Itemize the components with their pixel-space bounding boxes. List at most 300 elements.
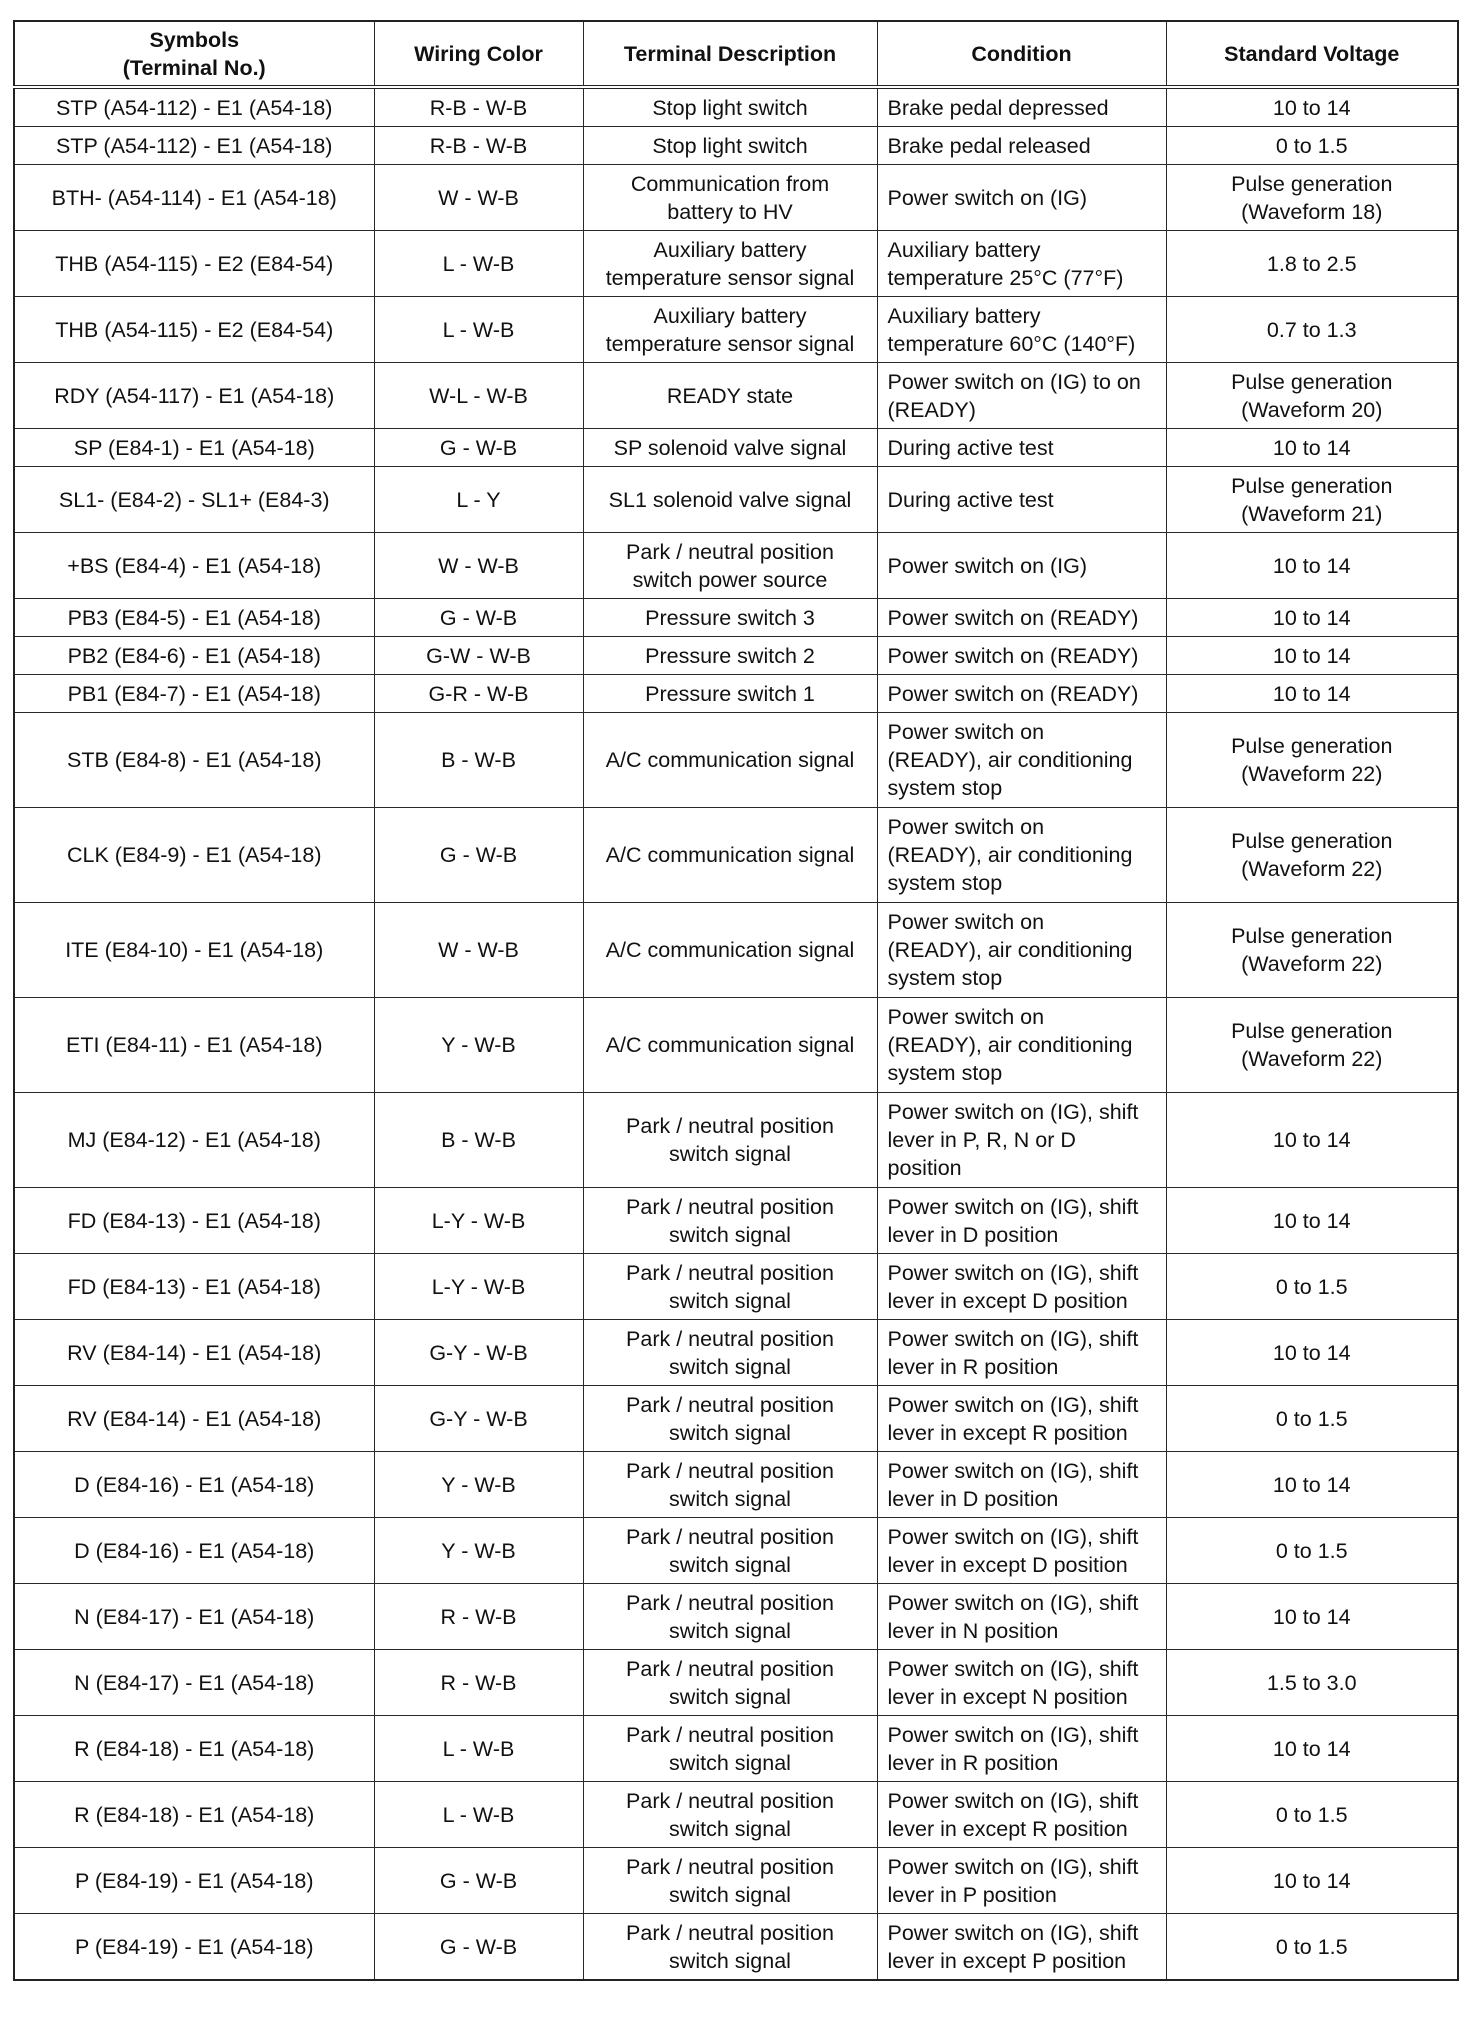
cell-condition xyxy=(877,675,1166,713)
cell-terminal-description xyxy=(583,1254,877,1320)
cell-terminal-description-text: SP solenoid valve signal xyxy=(613,435,847,460)
cell-standard-voltage xyxy=(1166,1254,1458,1320)
cell-condition-text: Power switch on (READY) xyxy=(887,605,1139,630)
cell-condition-text: Power switch on (READY), air conditioning system stop xyxy=(887,720,1133,800)
cell-symbols xyxy=(14,675,374,713)
cell-wiring-color-text: G - W-B xyxy=(439,435,518,460)
cell-wiring-color-text: Y - W-B xyxy=(441,1538,516,1563)
cell-terminal-description-text: Park / neutral position switch signal xyxy=(626,1392,834,1445)
cell-condition xyxy=(877,533,1166,599)
cell-symbols-text: CLK (E84-9) - E1 (A54-18) xyxy=(66,843,322,867)
cell-standard-voltage-text: 10 to 14 xyxy=(1272,1128,1351,1152)
cell-terminal-description xyxy=(583,467,877,533)
cell-standard-voltage xyxy=(1166,1716,1458,1782)
cell-wiring-color-text: Y - W-B xyxy=(441,1033,516,1057)
cell-condition-text: Power switch on (IG), shift lever in D position xyxy=(887,1194,1139,1247)
cell-wiring-color xyxy=(374,467,583,533)
cell-standard-voltage xyxy=(1166,429,1458,467)
cell-wiring-color-text: G-Y - W-B xyxy=(429,1406,528,1431)
cell-standard-voltage xyxy=(1166,87,1458,127)
cell-standard-voltage xyxy=(1166,363,1458,429)
cell-symbols-text: THB (A54-115) - E2 (E84-54) xyxy=(55,251,334,276)
table-row xyxy=(14,998,1458,1093)
cell-terminal-description-text: Park / neutral position switch signal xyxy=(626,1194,834,1247)
table-header-row xyxy=(14,21,1458,87)
cell-condition-text: Power switch on (IG), shift lever in P position xyxy=(887,1854,1139,1907)
cell-terminal-description xyxy=(583,1584,877,1650)
cell-wiring-color-text: L-Y - W-B xyxy=(431,1274,526,1299)
cell-wiring-color-text: B - W-B xyxy=(441,1128,516,1152)
cell-wiring-color-text: G-R - W-B xyxy=(428,681,529,706)
cell-condition-text: Brake pedal released xyxy=(887,133,1091,158)
cell-terminal-description-text: READY state xyxy=(666,383,794,408)
cell-standard-voltage-text: Pulse generation (Waveform 18) xyxy=(1231,171,1393,224)
cell-condition-text: Power switch on (IG), shift lever in D position xyxy=(887,1458,1139,1511)
cell-wiring-color xyxy=(374,637,583,675)
cell-symbols-text: RDY (A54-117) - E1 (A54-18) xyxy=(54,383,335,408)
cell-condition xyxy=(877,429,1166,467)
cell-condition xyxy=(877,599,1166,637)
cell-symbols-text: PB1 (E84-7) - E1 (A54-18) xyxy=(67,681,321,706)
cell-condition-text: Power switch on (IG), shift lever in except N position xyxy=(887,1656,1139,1709)
cell-symbols xyxy=(14,1650,374,1716)
cell-symbols xyxy=(14,1452,374,1518)
table-row xyxy=(14,637,1458,675)
table-row xyxy=(14,1386,1458,1452)
cell-symbols xyxy=(14,297,374,363)
cell-standard-voltage-text: 0.7 to 1.3 xyxy=(1266,317,1357,342)
table-row xyxy=(14,533,1458,599)
table-row xyxy=(14,713,1458,808)
cell-wiring-color xyxy=(374,1254,583,1320)
cell-condition xyxy=(877,363,1166,429)
cell-condition-text: Power switch on (IG), shift lever in P, R, N or D position xyxy=(887,1100,1139,1180)
cell-standard-voltage-text: Pulse generation (Waveform 22) xyxy=(1231,924,1393,976)
cell-wiring-color xyxy=(374,1914,583,1981)
cell-symbols xyxy=(14,165,374,231)
cell-terminal-description-text: Park / neutral position switch signal xyxy=(626,1458,834,1511)
cell-wiring-color xyxy=(374,1716,583,1782)
cell-wiring-color xyxy=(374,429,583,467)
cell-symbols xyxy=(14,1188,374,1254)
cell-standard-voltage xyxy=(1166,127,1458,165)
cell-terminal-description xyxy=(583,1782,877,1848)
cell-wiring-color-text: R-B - W-B xyxy=(429,133,528,158)
cell-wiring-color xyxy=(374,1386,583,1452)
cell-terminal-description xyxy=(583,903,877,998)
cell-terminal-description xyxy=(583,1518,877,1584)
cell-symbols-text: THB (A54-115) - E2 (E84-54) xyxy=(55,317,334,342)
cell-condition-text: Brake pedal depressed xyxy=(887,95,1109,120)
cell-condition-text: Power switch on (READY) xyxy=(887,681,1139,706)
table-row xyxy=(14,808,1458,903)
cell-symbols xyxy=(14,1782,374,1848)
cell-terminal-description xyxy=(583,1452,877,1518)
cell-standard-voltage xyxy=(1166,1320,1458,1386)
cell-standard-voltage xyxy=(1166,808,1458,903)
cell-standard-voltage xyxy=(1166,533,1458,599)
cell-condition-text: Power switch on (READY) xyxy=(887,643,1139,668)
cell-wiring-color xyxy=(374,1782,583,1848)
cell-symbols xyxy=(14,637,374,675)
table-row xyxy=(14,165,1458,231)
cell-terminal-description-text: Stop light switch xyxy=(652,95,808,120)
cell-symbols xyxy=(14,1518,374,1584)
cell-wiring-color-text: B - W-B xyxy=(441,748,516,772)
cell-standard-voltage-text: 10 to 14 xyxy=(1272,435,1351,460)
cell-wiring-color-text: L - W-B xyxy=(442,1736,515,1761)
cell-standard-voltage xyxy=(1166,675,1458,713)
cell-condition xyxy=(877,713,1166,808)
cell-standard-voltage-text: 10 to 14 xyxy=(1272,1868,1351,1893)
cell-wiring-color xyxy=(374,1584,583,1650)
table-row xyxy=(14,127,1458,165)
cell-condition xyxy=(877,87,1166,127)
cell-condition-text: Power switch on (IG), shift lever in except R position xyxy=(887,1392,1139,1445)
cell-standard-voltage-text: Pulse generation (Waveform 22) xyxy=(1231,734,1393,786)
cell-standard-voltage-text: 0 to 1.5 xyxy=(1275,1538,1348,1563)
cell-standard-voltage xyxy=(1166,1188,1458,1254)
cell-condition xyxy=(877,1716,1166,1782)
cell-terminal-description-text: Pressure switch 2 xyxy=(645,643,815,668)
cell-wiring-color-text: G - W-B xyxy=(439,1934,518,1959)
cell-terminal-description-text: Auxiliary battery temperature sensor signal xyxy=(605,237,855,290)
cell-terminal-description xyxy=(583,1320,877,1386)
cell-terminal-description-text: Park / neutral position switch signal xyxy=(626,1590,834,1643)
cell-symbols-text: ETI (E84-11) - E1 (A54-18) xyxy=(66,1033,323,1057)
cell-standard-voltage xyxy=(1166,637,1458,675)
cell-wiring-color xyxy=(374,363,583,429)
cell-symbols xyxy=(14,87,374,127)
cell-standard-voltage xyxy=(1166,1914,1458,1981)
table-row xyxy=(14,1452,1458,1518)
cell-symbols-text: PB3 (E84-5) - E1 (A54-18) xyxy=(67,605,321,630)
cell-standard-voltage-text: 0 to 1.5 xyxy=(1275,1934,1348,1959)
cell-terminal-description xyxy=(583,231,877,297)
cell-standard-voltage-text: 10 to 14 xyxy=(1272,95,1351,120)
cell-symbols xyxy=(14,1093,374,1188)
cell-symbols-text: BTH- (A54-114) - E1 (A54-18) xyxy=(51,185,337,210)
cell-wiring-color xyxy=(374,127,583,165)
cell-symbols xyxy=(14,363,374,429)
cell-condition xyxy=(877,1650,1166,1716)
cell-standard-voltage xyxy=(1166,231,1458,297)
cell-condition-text: Auxiliary battery temperature 25°C (77°F) xyxy=(887,237,1124,290)
cell-wiring-color xyxy=(374,533,583,599)
cell-terminal-description-text: A/C communication signal xyxy=(605,843,855,867)
table-row xyxy=(14,467,1458,533)
cell-terminal-description-text: A/C communication signal xyxy=(605,1033,855,1057)
header-terminal-description: Terminal Description xyxy=(583,21,877,87)
cell-terminal-description-text: Park / neutral position switch signal xyxy=(626,1788,834,1841)
cell-terminal-description xyxy=(583,637,877,675)
table-row xyxy=(14,1650,1458,1716)
table-row xyxy=(14,1518,1458,1584)
cell-wiring-color-text: L - W-B xyxy=(442,251,515,276)
cell-symbols xyxy=(14,429,374,467)
table-row xyxy=(14,1254,1458,1320)
cell-condition-text: Auxiliary battery temperature 60°C (140°F) xyxy=(887,303,1136,356)
cell-condition-text: Power switch on (READY), air conditioning system stop xyxy=(887,815,1133,895)
cell-standard-voltage-text: 10 to 14 xyxy=(1272,643,1351,668)
cell-symbols-text: P (E84-19) - E1 (A54-18) xyxy=(74,1868,314,1893)
cell-symbols xyxy=(14,1254,374,1320)
cell-terminal-description-text: A/C communication signal xyxy=(605,938,855,962)
cell-condition xyxy=(877,1254,1166,1320)
cell-wiring-color-text: W - W-B xyxy=(438,553,519,578)
terminal-voltage-table xyxy=(13,20,1459,1981)
cell-standard-voltage xyxy=(1166,998,1458,1093)
cell-condition xyxy=(877,1518,1166,1584)
cell-condition xyxy=(877,1584,1166,1650)
cell-wiring-color-text: G - W-B xyxy=(439,1868,518,1893)
cell-wiring-color xyxy=(374,1188,583,1254)
cell-symbols xyxy=(14,467,374,533)
header-standard-voltage: Standard Voltage xyxy=(1166,21,1458,87)
cell-terminal-description-text: Park / neutral position switch signal xyxy=(626,1524,834,1577)
cell-symbols-text: MJ (E84-12) - E1 (A54-18) xyxy=(67,1128,321,1152)
cell-standard-voltage-text: 10 to 14 xyxy=(1272,1736,1351,1761)
cell-condition-text: Power switch on (IG), shift lever in N position xyxy=(887,1590,1139,1643)
cell-terminal-description-text: A/C communication signal xyxy=(605,748,855,772)
cell-wiring-color-text: W - W-B xyxy=(438,938,519,962)
cell-terminal-description-text: Pressure switch 3 xyxy=(645,605,815,630)
cell-condition-text: Power switch on (IG), shift lever in except D position xyxy=(887,1524,1139,1577)
cell-condition xyxy=(877,1386,1166,1452)
cell-condition-text: Power switch on (IG) xyxy=(887,185,1088,210)
cell-symbols-text: RV (E84-14) - E1 (A54-18) xyxy=(67,1340,322,1365)
cell-wiring-color-text: R-B - W-B xyxy=(429,95,528,120)
cell-wiring-color xyxy=(374,231,583,297)
cell-symbols xyxy=(14,1386,374,1452)
cell-terminal-description xyxy=(583,1386,877,1452)
cell-terminal-description xyxy=(583,675,877,713)
cell-standard-voltage xyxy=(1166,713,1458,808)
cell-terminal-description xyxy=(583,533,877,599)
cell-symbols-text: FD (E84-13) - E1 (A54-18) xyxy=(67,1274,321,1299)
cell-standard-voltage-text: 10 to 14 xyxy=(1272,1604,1351,1629)
cell-terminal-description xyxy=(583,1848,877,1914)
cell-standard-voltage xyxy=(1166,1093,1458,1188)
cell-standard-voltage-text: 1.8 to 2.5 xyxy=(1266,251,1357,276)
cell-symbols xyxy=(14,998,374,1093)
cell-condition-text: Power switch on (IG), shift lever in except R position xyxy=(887,1788,1139,1841)
cell-standard-voltage-text: 0 to 1.5 xyxy=(1275,1406,1348,1431)
cell-condition-text: Power switch on (IG), shift lever in except P position xyxy=(887,1920,1139,1973)
cell-symbols xyxy=(14,808,374,903)
cell-terminal-description-text: Auxiliary battery temperature sensor signal xyxy=(605,303,855,356)
cell-standard-voltage-text: 0 to 1.5 xyxy=(1275,1802,1348,1827)
cell-condition-text: Power switch on (IG), shift lever in except D position xyxy=(887,1260,1139,1313)
cell-symbols-text: +BS (E84-4) - E1 (A54-18) xyxy=(67,553,322,578)
cell-symbols-text: N (E84-17) - E1 (A54-18) xyxy=(74,1670,315,1695)
table-row xyxy=(14,1188,1458,1254)
cell-symbols-text: STB (E84-8) - E1 (A54-18) xyxy=(66,748,322,772)
cell-standard-voltage xyxy=(1166,1518,1458,1584)
cell-terminal-description-text: Pressure switch 1 xyxy=(645,681,815,706)
cell-wiring-color xyxy=(374,1848,583,1914)
cell-condition xyxy=(877,1914,1166,1981)
cell-wiring-color-text: W-L - W-B xyxy=(429,383,528,408)
cell-symbols xyxy=(14,533,374,599)
cell-condition xyxy=(877,1093,1166,1188)
cell-condition xyxy=(877,165,1166,231)
cell-condition xyxy=(877,998,1166,1093)
cell-symbols xyxy=(14,1848,374,1914)
cell-wiring-color xyxy=(374,1452,583,1518)
cell-terminal-description xyxy=(583,1716,877,1782)
table-row xyxy=(14,599,1458,637)
cell-terminal-description xyxy=(583,1093,877,1188)
cell-condition xyxy=(877,1320,1166,1386)
cell-condition xyxy=(877,127,1166,165)
cell-wiring-color xyxy=(374,1518,583,1584)
cell-wiring-color xyxy=(374,1093,583,1188)
cell-wiring-color xyxy=(374,713,583,808)
cell-terminal-description xyxy=(583,127,877,165)
table-row xyxy=(14,363,1458,429)
table-row xyxy=(14,1848,1458,1914)
cell-wiring-color-text: G-W - W-B xyxy=(426,643,531,668)
cell-terminal-description xyxy=(583,713,877,808)
table-row xyxy=(14,1584,1458,1650)
cell-wiring-color-text: G-Y - W-B xyxy=(429,1340,528,1365)
cell-terminal-description-text: Park / neutral position switch signal xyxy=(626,1854,834,1907)
cell-terminal-description-text: Park / neutral position switch signal xyxy=(626,1260,834,1313)
cell-terminal-description xyxy=(583,87,877,127)
cell-terminal-description xyxy=(583,297,877,363)
table-row xyxy=(14,675,1458,713)
cell-symbols-text: SL1- (E84-2) - SL1+ (E84-3) xyxy=(58,487,330,512)
cell-symbols xyxy=(14,903,374,998)
cell-condition xyxy=(877,808,1166,903)
cell-terminal-description-text: Park / neutral position switch signal xyxy=(626,1920,834,1973)
cell-wiring-color xyxy=(374,1320,583,1386)
cell-wiring-color-text: G - W-B xyxy=(439,605,518,630)
cell-wiring-color-text: L - W-B xyxy=(442,317,515,342)
cell-wiring-color-text: W - W-B xyxy=(438,185,519,210)
table-row xyxy=(14,297,1458,363)
cell-terminal-description xyxy=(583,165,877,231)
cell-terminal-description xyxy=(583,1650,877,1716)
cell-standard-voltage-text: 1.5 to 3.0 xyxy=(1266,1670,1357,1695)
cell-standard-voltage-text: 10 to 14 xyxy=(1272,1208,1351,1233)
cell-terminal-description xyxy=(583,429,877,467)
cell-standard-voltage-text: 0 to 1.5 xyxy=(1275,133,1348,158)
cell-standard-voltage xyxy=(1166,297,1458,363)
table-row xyxy=(14,429,1458,467)
table-row xyxy=(14,87,1458,127)
cell-condition-text: During active test xyxy=(887,435,1054,460)
cell-symbols-text: D (E84-16) - E1 (A54-18) xyxy=(74,1472,315,1497)
cell-standard-voltage xyxy=(1166,1848,1458,1914)
cell-wiring-color-text: L - W-B xyxy=(442,1802,515,1827)
cell-wiring-color-text: G - W-B xyxy=(439,843,518,867)
cell-standard-voltage xyxy=(1166,599,1458,637)
cell-wiring-color xyxy=(374,675,583,713)
cell-standard-voltage xyxy=(1166,467,1458,533)
cell-condition xyxy=(877,637,1166,675)
header-condition: Condition xyxy=(877,21,1166,87)
cell-condition xyxy=(877,1782,1166,1848)
cell-symbols xyxy=(14,1716,374,1782)
cell-condition xyxy=(877,903,1166,998)
cell-wiring-color xyxy=(374,808,583,903)
cell-condition-text: Power switch on (IG) xyxy=(887,553,1088,578)
cell-wiring-color-text: L - Y xyxy=(456,487,501,512)
cell-wiring-color xyxy=(374,599,583,637)
cell-symbols-text: FD (E84-13) - E1 (A54-18) xyxy=(67,1208,321,1233)
cell-condition xyxy=(877,231,1166,297)
cell-standard-voltage-text: 10 to 14 xyxy=(1272,1340,1351,1365)
cell-condition-text: During active test xyxy=(887,487,1054,512)
cell-symbols-text: SP (E84-1) - E1 (A54-18) xyxy=(73,435,315,460)
cell-condition xyxy=(877,467,1166,533)
cell-symbols-text: N (E84-17) - E1 (A54-18) xyxy=(74,1604,315,1629)
cell-terminal-description-text: Park / neutral position switch signal xyxy=(626,1114,834,1166)
cell-terminal-description xyxy=(583,998,877,1093)
cell-symbols-text: R (E84-18) - E1 (A54-18) xyxy=(74,1736,315,1761)
cell-wiring-color-text: Y - W-B xyxy=(441,1472,516,1497)
cell-terminal-description xyxy=(583,1188,877,1254)
cell-condition-text: Power switch on (READY), air conditioning system stop xyxy=(887,1005,1133,1085)
cell-standard-voltage-text: 0 to 1.5 xyxy=(1275,1274,1348,1299)
cell-symbols-text: STP (A54-112) - E1 (A54-18) xyxy=(56,133,333,158)
cell-condition xyxy=(877,1452,1166,1518)
cell-symbols-text: PB2 (E84-6) - E1 (A54-18) xyxy=(67,643,321,668)
cell-wiring-color xyxy=(374,297,583,363)
cell-symbols-text: R (E84-18) - E1 (A54-18) xyxy=(74,1802,315,1827)
cell-symbols xyxy=(14,127,374,165)
cell-symbols xyxy=(14,231,374,297)
cell-standard-voltage xyxy=(1166,1782,1458,1848)
cell-standard-voltage xyxy=(1166,1386,1458,1452)
cell-terminal-description-text: Park / neutral position switch signal xyxy=(626,1656,834,1709)
table-row xyxy=(14,1914,1458,1981)
cell-standard-voltage-text: 10 to 14 xyxy=(1272,605,1351,630)
cell-standard-voltage-text: Pulse generation (Waveform 21) xyxy=(1231,473,1393,526)
cell-terminal-description-text: Stop light switch xyxy=(652,133,808,158)
cell-symbols xyxy=(14,1320,374,1386)
cell-symbols-text: STP (A54-112) - E1 (A54-18) xyxy=(56,95,333,120)
cell-terminal-description xyxy=(583,599,877,637)
cell-symbols xyxy=(14,713,374,808)
cell-wiring-color xyxy=(374,165,583,231)
cell-condition-text: Power switch on (IG), shift lever in R position xyxy=(887,1326,1139,1379)
cell-condition xyxy=(877,1188,1166,1254)
table-row xyxy=(14,1093,1458,1188)
cell-terminal-description-text: Communication from battery to HV xyxy=(630,171,830,224)
terminal-voltage-sheet xyxy=(13,20,1457,1981)
cell-wiring-color-text: R - W-B xyxy=(440,1604,517,1629)
cell-standard-voltage-text: Pulse generation (Waveform 20) xyxy=(1231,369,1393,422)
cell-condition xyxy=(877,1848,1166,1914)
cell-wiring-color-text: L-Y - W-B xyxy=(431,1208,526,1233)
cell-standard-voltage-text: Pulse generation (Waveform 22) xyxy=(1231,829,1393,881)
table-body xyxy=(14,87,1458,1980)
cell-symbols-text: D (E84-16) - E1 (A54-18) xyxy=(74,1538,315,1563)
cell-standard-voltage xyxy=(1166,903,1458,998)
cell-terminal-description xyxy=(583,363,877,429)
cell-terminal-description xyxy=(583,808,877,903)
cell-wiring-color xyxy=(374,1650,583,1716)
cell-symbols-text: ITE (E84-10) - E1 (A54-18) xyxy=(65,938,324,962)
cell-symbols-text: RV (E84-14) - E1 (A54-18) xyxy=(67,1406,322,1431)
cell-terminal-description-text: Park / neutral position switch signal xyxy=(626,1326,834,1379)
cell-symbols xyxy=(14,1914,374,1981)
cell-terminal-description-text: SL1 solenoid valve signal xyxy=(608,487,852,512)
cell-condition-text: Power switch on (IG) to on (READY) xyxy=(887,369,1141,422)
